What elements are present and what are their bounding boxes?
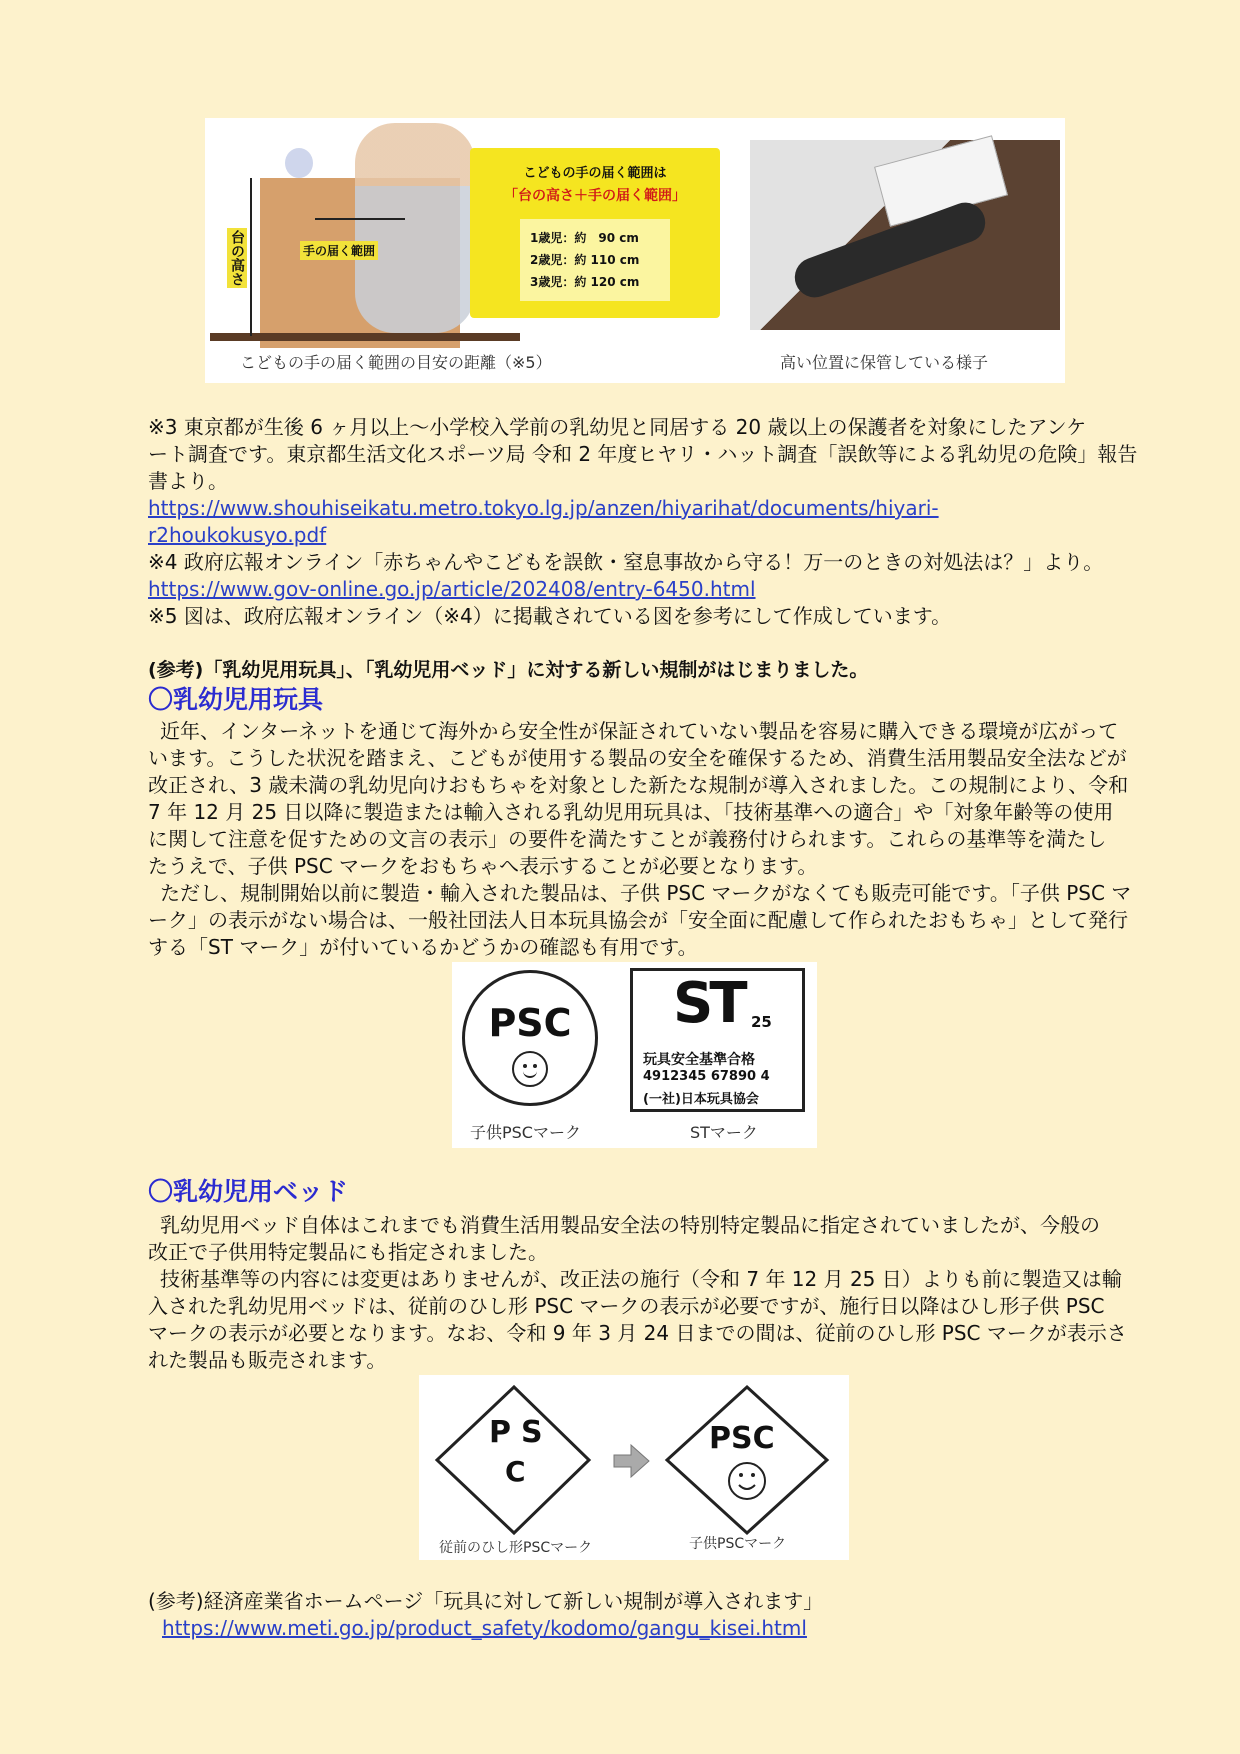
figure-caption-right: 高い位置に保管している様子 xyxy=(780,353,989,372)
psc-st-marks-figure xyxy=(452,962,817,1148)
reach-arrow xyxy=(315,218,405,220)
child-photo xyxy=(355,123,475,333)
smiley-mouth xyxy=(523,1068,537,1078)
beds-paragraph: れた製品も販売されます。 xyxy=(148,1348,387,1372)
child-psc-mark-icon xyxy=(462,970,598,1106)
beds-paragraph: 乳幼児用ベッド自体はこれまでも消費生活用製品安全法の特別特定製品に指定されていましたが、今般の xyxy=(160,1213,1100,1237)
st-mark-icon xyxy=(630,968,805,1112)
height-arrow xyxy=(250,178,252,336)
toys-heading: 〇乳幼児用玩具 xyxy=(148,685,324,714)
floor-line xyxy=(210,333,520,341)
old-mark-caption: 従前のひし形PSCマーク xyxy=(439,1540,593,1556)
storage-photo xyxy=(750,140,1060,330)
height-label: 台の高さ xyxy=(229,230,245,286)
age-table xyxy=(520,219,670,301)
beds-paragraph: 改正で子供用特定製品にも指定されました。 xyxy=(148,1240,548,1264)
reach-figure xyxy=(205,118,1065,383)
psc-mark-text: PSC xyxy=(488,1001,572,1045)
st-mark-caption: STマーク xyxy=(690,1123,758,1142)
toys-paragraph: たうえで、子供 PSC マークをおもちゃへ表示することが必要となります。 xyxy=(148,854,818,878)
reach-info-formula: 「台の高さ＋手の届く範囲」 xyxy=(504,188,686,204)
diamond-psc-marks-figure xyxy=(419,1375,849,1560)
figure-caption-left: こどもの手の届く範囲の目安の距離（※5） xyxy=(240,353,552,372)
old-mark-letter-s: S xyxy=(521,1415,543,1450)
note-4: ※4 政府広報オンライン「赤ちゃんやこどもを誤飲・窒息事故から守る！万一のときの対処法は？」より。 xyxy=(148,550,1104,574)
note-3-cont: ート調査です。東京都生活文化スポーツ局 令和 2 年度ヒヤリ・ハット調査「誤飲等による乳幼児の危険」報告 xyxy=(148,442,1138,466)
note-5: ※5 図は、政府広報オンライン（※4）に掲載されている図を参考にして作成しています。 xyxy=(148,604,952,628)
toys-paragraph: 近年、インターネットを通じて海外から安全性が保証されていない製品を容易に購入できる環境が広がって xyxy=(160,719,1119,743)
note-3-link[interactable]: https://www.shouhiseikatu.metro.tokyo.lg.jp/anzen/hiyarihat/documents/hiyari- xyxy=(148,496,939,520)
note-3-cont: 書より。 xyxy=(148,469,228,493)
toys-paragraph: に関して注意を促すための文言の表示」の要件を満たすことが義務付けられます。これらの基準等を満たし xyxy=(148,827,1107,851)
toys-paragraph: います。こうした状況を踏まえ、こどもが使用する製品の安全を確保するため、消費生活用製品安全法などが xyxy=(148,746,1127,770)
beds-heading: 〇乳幼児用ベッド xyxy=(148,1177,349,1206)
new-mark-text: PSC xyxy=(709,1421,775,1456)
psc-mark-caption: 子供PSCマーク xyxy=(470,1123,581,1142)
old-mark-letter-p: P xyxy=(489,1415,511,1450)
st-number: 25 xyxy=(751,1013,772,1031)
age-row: 2歳児：約 110 cm xyxy=(530,253,640,267)
reach-info-box xyxy=(470,148,720,318)
footer-reference: (参考)経済産業省ホームページ「玩具に対して新しい規制が導入されます」 xyxy=(148,1589,824,1613)
vase-icon xyxy=(285,148,313,178)
st-line: 4912345 67890 4 xyxy=(643,1069,770,1084)
age-row: 3歳児：約 120 cm xyxy=(530,275,640,289)
age-row: 1歳児：約 90 cm xyxy=(530,231,639,245)
new-diamond-psc-icon xyxy=(667,1387,827,1533)
reach-label: 手の届く範囲 xyxy=(300,241,378,260)
old-mark-letter-c: C xyxy=(505,1455,526,1488)
note-3-link-cont[interactable]: r2houkokusyo.pdf xyxy=(148,523,327,547)
st-line: 玩具安全基準合格 xyxy=(643,1052,755,1068)
toys-paragraph: ーク」の表示がない場合は、一般社団法人日本玩具協会が「安全面に配慮して作られたおもちゃ」として発行 xyxy=(148,908,1128,932)
reference-heading: (参考)「乳幼児用玩具」、「乳幼児用ベッド」に対する新しい規制がはじまりました。 xyxy=(148,659,869,681)
note-4-link[interactable]: https://www.gov-online.go.jp/article/202408/entry-6450.html xyxy=(148,577,756,601)
footer-link[interactable]: https://www.meti.go.jp/product_safety/kodomo/gangu_kisei.html xyxy=(162,1616,807,1640)
beds-paragraph: 技術基準等の内容には変更はありませんが、改正法の施行（令和 7 年 12 月 25 日）よりも前に製造又は輸 xyxy=(160,1267,1122,1291)
note-3: ※3 東京都が生後 6 ヶ月以上～小学校入学前の乳幼児と同居する 20 歳以上の保護者を対象にしたアンケ xyxy=(148,415,1087,439)
arrow-right-icon xyxy=(614,1445,649,1477)
toys-paragraph: 改正され、3 歳未満の乳幼児向けおもちゃを対象とした新たな規制が導入されました。この規制により、令和 xyxy=(148,773,1129,797)
new-mark-caption: 子供PSCマーク xyxy=(689,1536,787,1552)
new-mark-smiley-eye-right xyxy=(751,1473,755,1477)
beds-paragraph: 入された乳幼児用ベッドは、従前のひし形 PSC マークの表示が必要ですが、施行日以降はひし形子供 PSC xyxy=(148,1294,1105,1318)
st-logo: ST xyxy=(673,971,744,1036)
toys-paragraph: 7 年 12 月 25 日以降に製造または輸入される乳幼児用玩具は、「技術基準への適合」や「対象年齢等の使用 xyxy=(148,800,1114,824)
beds-paragraph: マークの表示が必要となります。なお、令和 9 年 3 月 24 日までの間は、従前のひし形 PSC マークが表示さ xyxy=(148,1321,1127,1345)
smiley-face-icon xyxy=(512,1051,548,1087)
new-mark-smiley-eye-left xyxy=(739,1473,743,1477)
st-line: (一社)日本玩具協会 xyxy=(643,1092,759,1107)
reach-info-title: こどもの手の届く範囲は xyxy=(523,166,667,181)
toys-paragraph: する「ST マーク」が付いているかどうかの確認も有用です。 xyxy=(148,935,698,959)
toys-paragraph: ただし、規制開始以前に製造・輸入された製品は、子供 PSC マークがなくても販売可能です。「子供 PSC マ xyxy=(160,881,1132,905)
